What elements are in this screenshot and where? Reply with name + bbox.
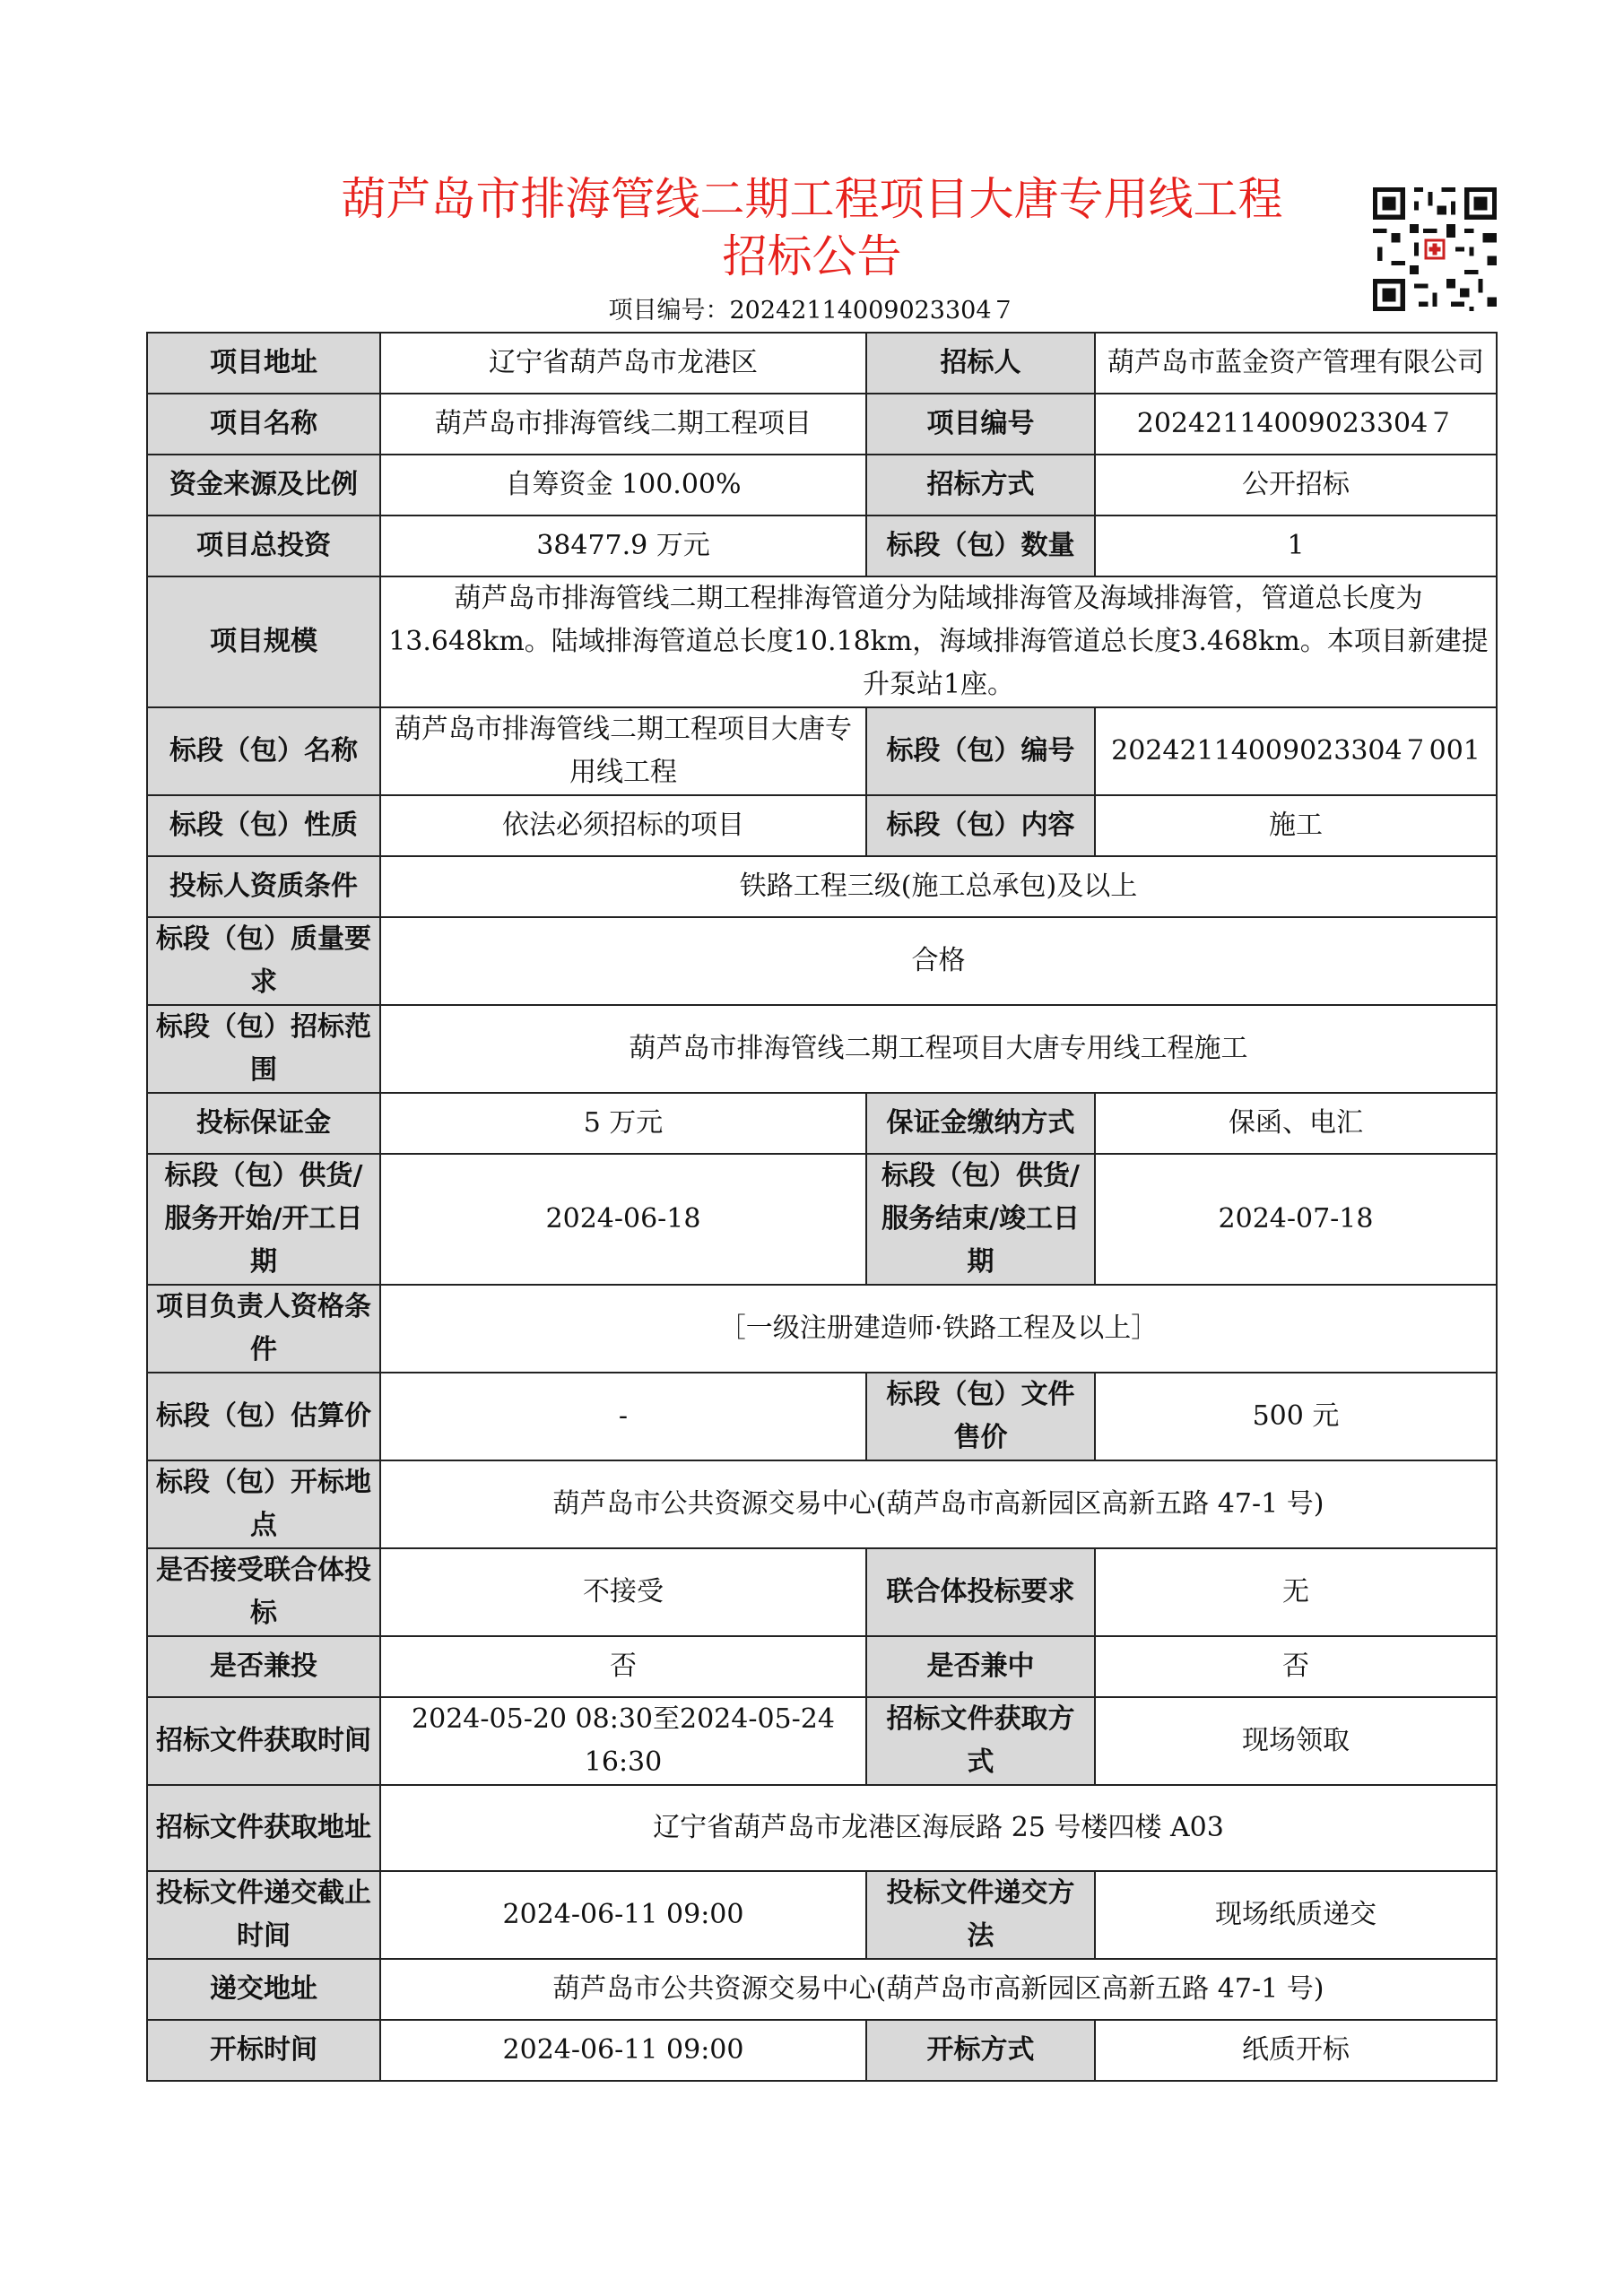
value-section-name: 葫芦岛市排海管线二期工程项目大唐专用线工程 bbox=[380, 707, 866, 795]
label-document-method: 招标文件获取方式 bbox=[866, 1697, 1095, 1785]
row-investment bbox=[147, 516, 1497, 576]
label-bidder-qualification: 投标人资质条件 bbox=[147, 856, 380, 917]
label-section-name: 标段（包）名称 bbox=[147, 707, 380, 795]
label-submission-method: 投标文件递交方法 bbox=[866, 1871, 1095, 1959]
notice-subtitle: 招标公告 bbox=[722, 230, 902, 282]
row-scope bbox=[147, 1005, 1497, 1093]
row-submission-address bbox=[147, 1959, 1497, 2020]
value-start-date: 2024-06-18 bbox=[380, 1154, 866, 1285]
value-bidder-qualification: 铁路工程三级(施工总承包)及以上 bbox=[380, 856, 1497, 917]
label-manager-qualification: 项目负责人资格条件 bbox=[147, 1285, 380, 1373]
label-document-time: 招标文件获取时间 bbox=[147, 1697, 380, 1785]
label-project-address: 项目地址 bbox=[147, 333, 380, 394]
label-funding-source: 资金来源及比例 bbox=[147, 455, 380, 516]
value-multi-bid: 否 bbox=[380, 1636, 866, 1697]
value-project-address: 辽宁省葫芦岛市龙港区 bbox=[380, 333, 866, 394]
label-opening-place: 标段（包）开标地点 bbox=[147, 1460, 380, 1548]
label-estimated-price: 标段（包）估算价 bbox=[147, 1373, 380, 1460]
value-section-count: 1 bbox=[1095, 516, 1497, 576]
value-quality-requirement: 合格 bbox=[380, 917, 1497, 1005]
row-section-nature bbox=[147, 795, 1497, 856]
row-consortium bbox=[147, 1548, 1497, 1636]
value-consortium-requirement: 无 bbox=[1095, 1548, 1497, 1636]
row-funding bbox=[147, 455, 1497, 516]
label-consortium-requirement: 联合体投标要求 bbox=[866, 1548, 1095, 1636]
value-document-method: 现场领取 bbox=[1095, 1697, 1497, 1785]
value-opening-method: 纸质开标 bbox=[1095, 2020, 1497, 2081]
row-project-scale bbox=[147, 576, 1497, 707]
value-section-nature: 依法必须招标的项目 bbox=[380, 795, 866, 856]
value-section-number: 20242114009023304７001 bbox=[1095, 707, 1497, 795]
qr-code-icon bbox=[1368, 183, 1501, 316]
value-tender-method: 公开招标 bbox=[1095, 455, 1497, 516]
value-submission-address: 葫芦岛市公共资源交易中心(葫芦岛市高新园区高新五路 47-1 号) bbox=[380, 1959, 1497, 2020]
label-document-address: 招标文件获取地址 bbox=[147, 1785, 380, 1871]
label-project-number: 项目编号 bbox=[866, 394, 1095, 455]
row-document-address bbox=[147, 1785, 1497, 1871]
row-qualification bbox=[147, 856, 1497, 917]
label-tenderer: 招标人 bbox=[866, 333, 1095, 394]
value-document-address: 辽宁省葫芦岛市龙港区海辰路 25 号楼四楼 A03 bbox=[380, 1785, 1497, 1871]
label-multi-bid: 是否兼投 bbox=[147, 1636, 380, 1697]
value-deposit-payment: 保函、电汇 bbox=[1095, 1093, 1497, 1154]
label-tender-scope: 标段（包）招标范围 bbox=[147, 1005, 380, 1093]
value-project-name: 葫芦岛市排海管线二期工程项目 bbox=[380, 394, 866, 455]
row-estimate bbox=[147, 1373, 1497, 1460]
label-project-name: 项目名称 bbox=[147, 394, 380, 455]
value-project-scale: 葫芦岛市排海管线二期工程排海管道分为陆域排海管及海域排海管，管道总长度为13.648km。陆域排海管道总长度10.18km，海域排海管道总长度3.468km。本项目新建提升泵站1座。 bbox=[380, 576, 1497, 707]
value-submission-method: 现场纸质递交 bbox=[1095, 1871, 1497, 1959]
row-opening-place bbox=[147, 1460, 1497, 1548]
label-opening-time: 开标时间 bbox=[147, 2020, 380, 2081]
label-document-price: 标段（包）文件售价 bbox=[866, 1373, 1095, 1460]
value-section-content: 施工 bbox=[1095, 795, 1497, 856]
label-submission-address: 递交地址 bbox=[147, 1959, 380, 2020]
value-funding-source: 自筹资金 100.00% bbox=[380, 455, 866, 516]
value-bid-deposit: 5 万元 bbox=[380, 1093, 866, 1154]
value-end-date: 2024-07-18 bbox=[1095, 1154, 1497, 1285]
label-section-number: 标段（包）编号 bbox=[866, 707, 1095, 795]
value-document-time: 2024-05-20 08:30至2024-05-24 16:30 bbox=[380, 1697, 866, 1785]
value-submission-deadline: 2024-06-11 09:00 bbox=[380, 1871, 866, 1959]
value-tenderer: 葫芦岛市蓝金资产管理有限公司 bbox=[1095, 333, 1497, 394]
row-section-name bbox=[147, 707, 1497, 795]
row-project-name bbox=[147, 394, 1497, 455]
label-start-date: 标段（包）供货/服务开始/开工日期 bbox=[147, 1154, 380, 1285]
label-project-scale: 项目规模 bbox=[147, 576, 380, 707]
label-opening-method: 开标方式 bbox=[866, 2020, 1095, 2081]
value-manager-qualification: ［一级注册建造师·铁路工程及以上］ bbox=[380, 1285, 1497, 1373]
label-end-date: 标段（包）供货/服务结束/竣工日期 bbox=[866, 1154, 1095, 1285]
row-deposit bbox=[147, 1093, 1497, 1154]
row-document-time bbox=[147, 1697, 1497, 1785]
value-tender-scope: 葫芦岛市排海管线二期工程项目大唐专用线工程施工 bbox=[380, 1005, 1497, 1093]
row-quality bbox=[147, 917, 1497, 1005]
label-deposit-payment: 保证金缴纳方式 bbox=[866, 1093, 1095, 1154]
label-quality-requirement: 标段（包）质量要求 bbox=[147, 917, 380, 1005]
row-manager-qualification bbox=[147, 1285, 1497, 1373]
row-deadline bbox=[147, 1871, 1497, 1959]
row-multi-bid bbox=[147, 1636, 1497, 1697]
value-total-investment: 38477.9 万元 bbox=[380, 516, 866, 576]
label-section-count: 标段（包）数量 bbox=[866, 516, 1095, 576]
bid-notice-table bbox=[146, 332, 1498, 2082]
project-number-heading: 项目编号：20242114009023304７ bbox=[608, 297, 1016, 325]
label-section-content: 标段（包）内容 bbox=[866, 795, 1095, 856]
value-document-price: 500 元 bbox=[1095, 1373, 1497, 1460]
label-consortium-accepted: 是否接受联合体投标 bbox=[147, 1548, 380, 1636]
label-total-investment: 项目总投资 bbox=[147, 516, 380, 576]
notice-title: 葫芦岛市排海管线二期工程项目大唐专用线工程 bbox=[341, 173, 1283, 225]
label-bid-deposit: 投标保证金 bbox=[147, 1093, 380, 1154]
value-estimated-price: - bbox=[380, 1373, 866, 1460]
value-opening-place: 葫芦岛市公共资源交易中心(葫芦岛市高新园区高新五路 47-1 号) bbox=[380, 1460, 1497, 1548]
row-project-address bbox=[147, 333, 1497, 394]
value-consortium-accepted: 不接受 bbox=[380, 1548, 866, 1636]
label-submission-deadline: 投标文件递交截止时间 bbox=[147, 1871, 380, 1959]
value-multi-win: 否 bbox=[1095, 1636, 1497, 1697]
label-tender-method: 招标方式 bbox=[866, 455, 1095, 516]
row-dates bbox=[147, 1154, 1497, 1285]
label-section-nature: 标段（包）性质 bbox=[147, 795, 380, 856]
row-opening-time bbox=[147, 2020, 1497, 2081]
value-project-number: 20242114009023304７ bbox=[1095, 394, 1497, 455]
label-multi-win: 是否兼中 bbox=[866, 1636, 1095, 1697]
value-opening-time: 2024-06-11 09:00 bbox=[380, 2020, 866, 2081]
